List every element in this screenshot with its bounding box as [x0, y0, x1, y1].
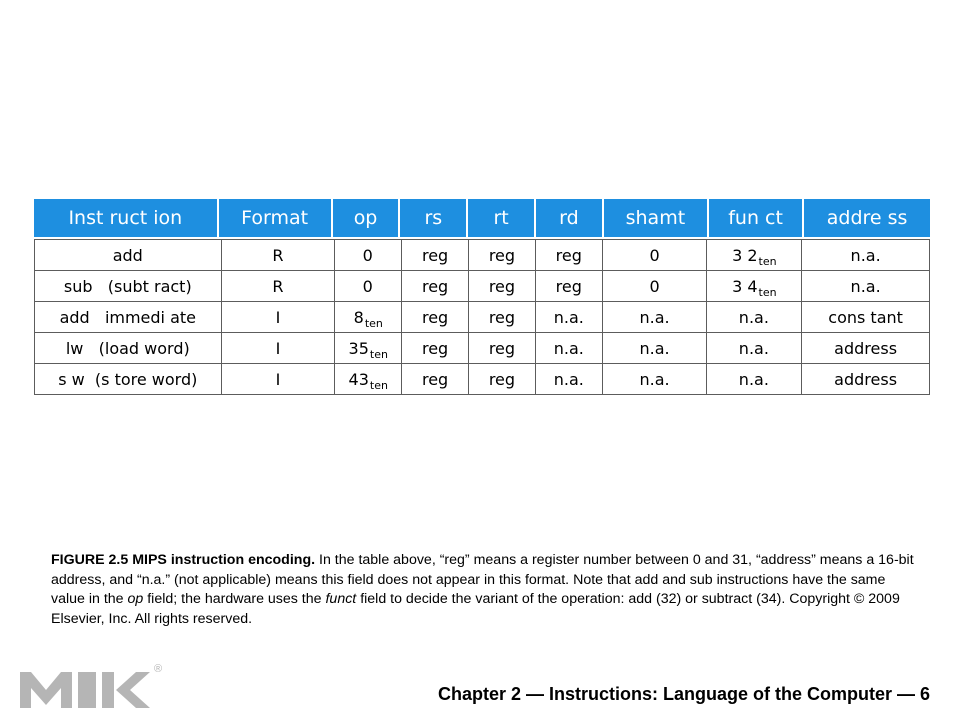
header-rs: rs — [400, 199, 466, 237]
cell-address: n.a. — [801, 240, 929, 270]
cell-instruction: lw (load word) — [65, 338, 190, 358]
cell-shamt: n.a. — [602, 302, 707, 332]
op-value: 0 — [362, 245, 373, 265]
slide-footer: Chapter 2 — Instructions: Language of the Computer — 6 — [437, 684, 930, 704]
cell-shamt: 0 — [602, 271, 707, 301]
cell-rt: reg — [468, 333, 535, 363]
cell-op — [334, 302, 401, 332]
cell-rd: n.a. — [535, 364, 602, 394]
cell-format: I — [221, 333, 335, 363]
op-subscript: ten — [369, 378, 388, 392]
cell-rt: reg — [468, 302, 535, 332]
cell-rt: reg — [468, 271, 535, 301]
caption-op-word: op — [127, 591, 144, 608]
cell-op — [334, 240, 401, 270]
cell-address: cons tant — [801, 302, 929, 332]
op-value: 8 — [353, 307, 364, 327]
op-subscript: ten — [369, 347, 388, 361]
cell-funct — [706, 364, 801, 394]
cell-rd: reg — [535, 240, 602, 270]
cell-instruction: s w (s tore word) — [58, 369, 198, 389]
cell-rd: reg — [535, 271, 602, 301]
mk-publisher-logo — [18, 660, 168, 717]
table-row — [35, 363, 929, 394]
cell-shamt: n.a. — [602, 333, 707, 363]
table-row — [35, 332, 929, 363]
table-body — [34, 239, 930, 395]
cell-funct — [706, 333, 801, 363]
cell-op — [334, 364, 401, 394]
instruction-encoding-table — [34, 199, 930, 395]
cell-format: R — [221, 240, 335, 270]
cell-instruction: sub (subt ract) — [63, 276, 192, 296]
caption-text-2: field; the hardware uses the — [143, 591, 326, 608]
cell-rt: reg — [468, 364, 535, 394]
cell-funct — [706, 271, 801, 301]
header-format: Format — [219, 199, 331, 237]
cell-rs: reg — [401, 240, 468, 270]
cell-rs: reg — [401, 271, 468, 301]
header-op: op — [333, 199, 399, 237]
cell-rs: reg — [401, 333, 468, 363]
cell-format: I — [221, 364, 335, 394]
funct-value: n.a. — [738, 369, 769, 389]
header-funct: fun ct — [709, 199, 802, 237]
cell-shamt: 0 — [602, 240, 707, 270]
cell-rs: reg — [401, 364, 468, 394]
header-rt: rt — [468, 199, 534, 237]
caption-funct-word: funct — [325, 591, 357, 608]
cell-address: address — [801, 364, 929, 394]
cell-rd: n.a. — [535, 302, 602, 332]
mk-logo-icon — [18, 660, 168, 712]
caption-text-3: field to decide the variant of the operation: add (32) or subtract (34). Copyright © 2009 Elsevier, Inc. All rights reserved. — [51, 591, 900, 627]
op-value: 0 — [362, 276, 373, 296]
op-value: 35 — [348, 338, 369, 358]
funct-subscript: ten — [758, 254, 777, 268]
cell-funct — [706, 240, 801, 270]
table-row — [35, 301, 929, 332]
op-value: 43 — [348, 369, 369, 389]
cell-address: n.a. — [801, 271, 929, 301]
cell-op — [334, 271, 401, 301]
cell-funct — [706, 302, 801, 332]
caption-label: FIGURE 2.5 MIPS instruction encoding. — [51, 552, 316, 568]
funct-subscript: ten — [758, 285, 777, 299]
cell-rd: n.a. — [535, 333, 602, 363]
registered-mark: ® — [154, 663, 163, 675]
figure-caption — [51, 551, 921, 629]
op-subscript: ten — [364, 316, 383, 330]
cell-instruction: add — [112, 245, 143, 265]
funct-value: 3 2 — [732, 245, 758, 265]
cell-address: address — [801, 333, 929, 363]
header-rd: rd — [536, 199, 602, 237]
caption-text-1: In the table above, “reg” means a register number between 0 and 31, “address” means a 16-bit address, and “n.a.” (not applicable) means this field does not appear in this format. Note that add and sub instructions have the same value in the — [51, 552, 914, 608]
cell-instruction: add immedi ate — [59, 307, 197, 327]
cell-rt: reg — [468, 240, 535, 270]
cell-format: I — [221, 302, 335, 332]
cell-op — [334, 333, 401, 363]
table-row — [35, 270, 929, 301]
funct-value: n.a. — [738, 307, 769, 327]
funct-value: 3 4 — [732, 276, 758, 296]
cell-shamt: n.a. — [602, 364, 707, 394]
table-header-row — [34, 199, 930, 237]
header-instruction: Inst ruct ion — [34, 199, 217, 237]
cell-rs: reg — [401, 302, 468, 332]
header-shamt: shamt — [604, 199, 707, 237]
funct-value: n.a. — [738, 338, 769, 358]
header-address: addre ss — [804, 199, 930, 237]
cell-format: R — [221, 271, 335, 301]
table-row — [35, 240, 929, 270]
